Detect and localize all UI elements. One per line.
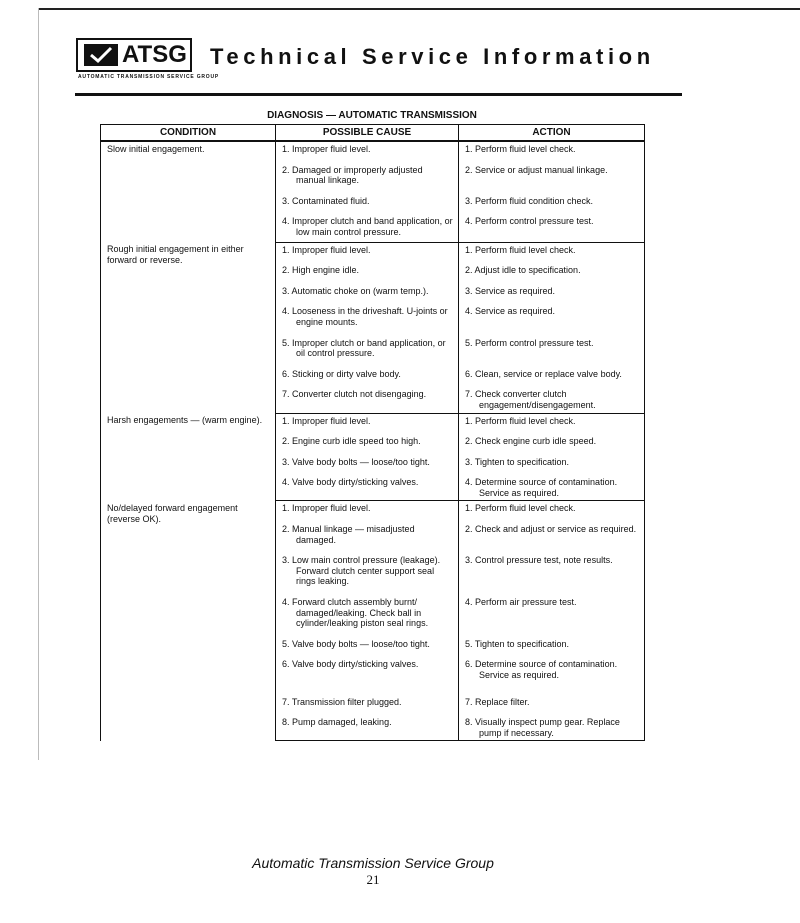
action-cell bbox=[459, 695, 645, 716]
cause-text: 7. Transmission filter plugged. bbox=[282, 696, 402, 707]
action-text: 6. Determine source of contamination. Service as required. bbox=[465, 659, 618, 680]
action-text: 4. Perform control pressure test. bbox=[465, 216, 594, 227]
cause-cell bbox=[276, 141, 459, 163]
action-text: 3. Tighten to specification. bbox=[465, 456, 570, 467]
cause-cell bbox=[276, 637, 459, 658]
page-number: 21 bbox=[366, 872, 380, 887]
cause-cell bbox=[276, 387, 459, 413]
column-header-cause: POSSIBLE CAUSE bbox=[276, 125, 459, 142]
cause-cell bbox=[276, 475, 459, 501]
action-cell bbox=[459, 475, 645, 501]
logo-frame bbox=[76, 38, 192, 72]
cause-cell bbox=[276, 214, 459, 242]
cause-text: 2. Damaged or improperly adjusted manual linkage. bbox=[282, 164, 423, 186]
cause-cell bbox=[276, 715, 459, 741]
checkmark-icon bbox=[84, 44, 118, 66]
column-header-condition: CONDITION bbox=[101, 125, 276, 142]
diagnosis-table bbox=[100, 124, 645, 741]
action-cell bbox=[459, 336, 645, 367]
cause-text: 1. Improper fluid level. bbox=[282, 415, 371, 426]
action-text: 2. Check engine curb idle speed. bbox=[465, 436, 597, 447]
cause-cell bbox=[276, 163, 459, 194]
condition-cell: Slow initial engagement. bbox=[101, 141, 276, 242]
action-cell bbox=[459, 367, 645, 388]
action-text: 5. Tighten to specification. bbox=[465, 638, 570, 649]
table-row bbox=[101, 501, 645, 522]
top-border-line bbox=[38, 8, 800, 10]
cause-cell bbox=[276, 194, 459, 215]
action-text: 4. Service as required. bbox=[465, 306, 556, 317]
cause-text: 2. High engine idle. bbox=[282, 265, 360, 276]
cause-text: 5. Valve body bolts — loose/too tight. bbox=[282, 638, 430, 649]
table-header-row bbox=[101, 125, 645, 142]
action-text: 3. Service as required. bbox=[465, 285, 556, 296]
cause-cell bbox=[276, 695, 459, 716]
action-text: 2. Service or adjust manual linkage. bbox=[465, 164, 608, 175]
action-cell bbox=[459, 284, 645, 305]
cause-cell bbox=[276, 242, 459, 263]
action-cell bbox=[459, 263, 645, 284]
action-cell bbox=[459, 242, 645, 263]
cause-text: 6. Valve body dirty/sticking valves. bbox=[282, 659, 419, 670]
action-text: 1. Perform fluid level check. bbox=[465, 415, 576, 426]
action-cell bbox=[459, 501, 645, 522]
action-text: 8. Visually inspect pump gear. Replace pump if necessary. bbox=[465, 717, 620, 738]
action-text: 7. Replace filter. bbox=[465, 696, 530, 707]
cause-text: 7. Converter clutch not disengaging. bbox=[282, 389, 427, 400]
cause-text: 6. Sticking or dirty valve body. bbox=[282, 368, 401, 379]
cause-text: 4. Forward clutch assembly burnt/ damaged/leaking. Check ball in cylinder/leaking piston seal rings. bbox=[282, 597, 429, 629]
cause-text: 4. Looseness in the driveshaft. U-joints or engine mounts. bbox=[282, 306, 448, 327]
action-cell bbox=[459, 163, 645, 194]
action-text: 2. Check and adjust or service as required. bbox=[465, 524, 637, 535]
cause-cell bbox=[276, 367, 459, 388]
cause-cell bbox=[276, 455, 459, 476]
action-text: 3. Control pressure test, note results. bbox=[465, 555, 613, 566]
cause-cell bbox=[276, 263, 459, 284]
cause-text: 4. Improper clutch and band application, or low main control pressure. bbox=[282, 216, 453, 237]
page-title: Technical Service Information bbox=[210, 44, 655, 69]
cause-text: 5. Improper clutch or band application, or oil control pressure. bbox=[282, 337, 446, 359]
action-cell bbox=[459, 657, 645, 694]
action-cell bbox=[459, 715, 645, 741]
cause-cell bbox=[276, 304, 459, 335]
action-text: 6. Clean, service or replace valve body. bbox=[465, 368, 622, 379]
table-title: DIAGNOSIS — AUTOMATIC TRANSMISSION bbox=[267, 110, 477, 121]
action-cell bbox=[459, 455, 645, 476]
cause-cell bbox=[276, 501, 459, 522]
cause-cell bbox=[276, 522, 459, 553]
cause-text: 4. Valve body dirty/sticking valves. bbox=[282, 477, 419, 488]
cause-text: 2. Manual linkage — misadjusted damaged. bbox=[282, 524, 415, 545]
cause-text: 3. Low main control pressure (leakage). Forward clutch center support seal rings leaking. bbox=[282, 555, 441, 587]
action-cell bbox=[459, 214, 645, 242]
action-cell bbox=[459, 522, 645, 553]
table-row bbox=[101, 141, 645, 163]
action-cell bbox=[459, 141, 645, 163]
cause-text: 3. Automatic choke on (warm temp.). bbox=[282, 285, 429, 296]
cause-text: 2. Engine curb idle speed too high. bbox=[282, 436, 421, 447]
action-cell bbox=[459, 595, 645, 637]
action-cell bbox=[459, 304, 645, 335]
action-cell bbox=[459, 553, 645, 595]
cause-cell bbox=[276, 657, 459, 694]
cause-text: 1. Improper fluid level. bbox=[282, 503, 371, 514]
cause-cell bbox=[276, 413, 459, 434]
action-cell bbox=[459, 194, 645, 215]
action-cell bbox=[459, 637, 645, 658]
action-cell bbox=[459, 413, 645, 434]
action-text: 7. Check converter clutch engagement/disengagement. bbox=[465, 389, 596, 410]
action-text: 1. Perform fluid level check. bbox=[465, 244, 576, 255]
action-text: 4. Determine source of contamination. Service as required. bbox=[465, 477, 618, 498]
header-divider bbox=[75, 93, 682, 96]
cause-text: 1. Improper fluid level. bbox=[282, 144, 371, 154]
action-text: 5. Perform control pressure test. bbox=[465, 337, 594, 348]
logo-text: ATSG bbox=[122, 41, 187, 68]
cause-text: 8. Pump damaged, leaking. bbox=[282, 717, 392, 728]
cause-text: 3. Contaminated fluid. bbox=[282, 195, 370, 206]
atsg-logo bbox=[76, 32, 220, 92]
action-text: 2. Adjust idle to specification. bbox=[465, 265, 581, 276]
condition-cell: No/delayed forward engagement (reverse OK). bbox=[101, 501, 276, 741]
condition-cell: Harsh engagements — (warm engine). bbox=[101, 413, 276, 501]
action-text: 3. Perform fluid condition check. bbox=[465, 195, 594, 206]
cause-text: 1. Improper fluid level. bbox=[282, 244, 371, 255]
table-row bbox=[101, 242, 645, 263]
left-border-line bbox=[38, 8, 39, 760]
action-cell bbox=[459, 434, 645, 455]
column-header-action: ACTION bbox=[459, 125, 645, 142]
action-text: 1. Perform fluid level check. bbox=[465, 503, 576, 514]
cause-cell bbox=[276, 553, 459, 595]
action-text: 1. Perform fluid level check. bbox=[465, 144, 576, 154]
cause-cell bbox=[276, 434, 459, 455]
condition-cell: Rough initial engagement in either forward or reverse. bbox=[101, 242, 276, 413]
cause-cell bbox=[276, 284, 459, 305]
footer-organization: Automatic Transmission Service Group bbox=[252, 855, 494, 871]
cause-cell bbox=[276, 336, 459, 367]
action-cell bbox=[459, 387, 645, 413]
cause-text: 3. Valve body bolts — loose/too tight. bbox=[282, 456, 430, 467]
cause-cell bbox=[276, 595, 459, 637]
logo-subtext: AUTOMATIC TRANSMISSION SERVICE GROUP bbox=[78, 74, 220, 80]
action-text: 4. Perform air pressure test. bbox=[465, 597, 577, 608]
table-row bbox=[101, 413, 645, 434]
